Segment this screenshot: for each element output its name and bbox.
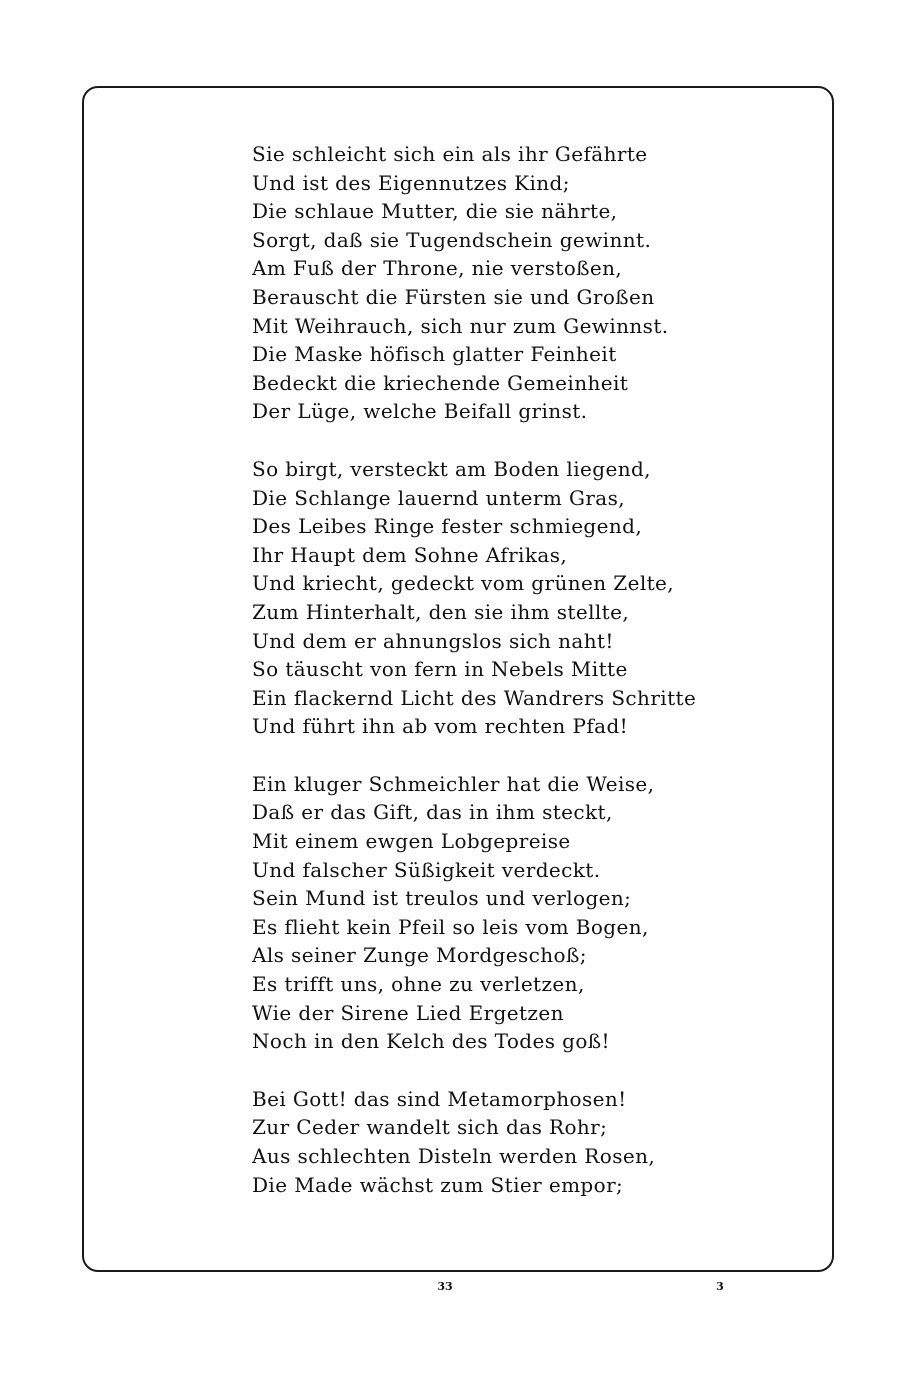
verse-line: Mit Weihrauch, sich nur zum Gewinnst.	[252, 313, 669, 338]
verse-line: Bedeckt die kriechende Gemeinheit	[252, 370, 629, 395]
verse-line: Und falscher Süßigkeit verdeckt.	[252, 857, 601, 882]
verse-line: So birgt, versteckt am Boden liegend,	[252, 456, 651, 481]
page-number: 33	[437, 1280, 453, 1293]
verse-line: Es trifft uns, ohne zu verletzen,	[252, 972, 585, 997]
verse-line: Am Fuß der Throne, nie verstoßen,	[252, 256, 623, 281]
verse-line: Zur Ceder wandelt sich das Rohr;	[252, 1115, 608, 1140]
verse-line: Und führt ihn ab vom rechten Pfad!	[252, 714, 629, 739]
verse-line: Und ist des Eigennutzes Kind;	[252, 170, 570, 195]
verse-line: Und kriecht, gedeckt vom grünen Zelte,	[252, 571, 675, 596]
verse-line: Zum Hinterhalt, den sie ihm stellte,	[252, 599, 630, 624]
verse-line: Und dem er ahnungslos sich naht!	[252, 628, 614, 653]
verse-line: Wie der Sirene Lied Ergetzen	[252, 1000, 564, 1025]
stanza-4	[252, 1085, 812, 1199]
stanza-2	[252, 455, 812, 741]
signature-mark: 3	[716, 1280, 724, 1293]
verse-line: Sorgt, daß sie Tugendschein gewinnt.	[252, 227, 652, 252]
verse-line: Ein flackernd Licht des Wandrers Schritte	[252, 685, 697, 710]
verse-line: Mit einem ewgen Lobgepreise	[252, 829, 571, 854]
stanza-1	[252, 140, 812, 426]
verse-line: Noch in den Kelch des Todes goß!	[252, 1029, 610, 1054]
verse-line: Ihr Haupt dem Sohne Afrikas,	[252, 542, 568, 567]
verse-line: Des Leibes Ringe fester schmiegend,	[252, 514, 643, 539]
verse-line: Die Maske höfisch glatter Feinheit	[252, 342, 617, 367]
verse-line: Ein kluger Schmeichler hat die Weise,	[252, 771, 655, 796]
poem-text	[252, 140, 812, 1228]
verse-line: Der Lüge, welche Beifall grinst.	[252, 399, 588, 424]
verse-line: Sein Mund ist treulos und verlogen;	[252, 886, 632, 911]
stanza-3	[252, 770, 812, 1056]
verse-line: Die Made wächst zum Stier empor;	[252, 1172, 624, 1197]
verse-line: So täuscht von fern in Nebels Mitte	[252, 657, 628, 682]
verse-line: Die Schlange lauernd unterm Gras,	[252, 485, 626, 510]
verse-line: Daß er das Gift, das in ihm steckt,	[252, 800, 613, 825]
verse-line: Als seiner Zunge Mordgeschoß;	[252, 943, 587, 968]
verse-line: Die schlaue Mutter, die sie nährte,	[252, 199, 618, 224]
verse-line: Aus schlechten Disteln werden Rosen,	[252, 1144, 656, 1168]
verse-line: Sie schleicht sich ein als ihr Gefährte	[252, 142, 648, 166]
verse-line: Berauscht die Fürsten sie und Großen	[252, 284, 655, 309]
verse-line: Bei Gott! das sind Metamorphosen!	[252, 1086, 627, 1111]
verse-line: Es flieht kein Pfeil so leis vom Bogen,	[252, 914, 649, 939]
